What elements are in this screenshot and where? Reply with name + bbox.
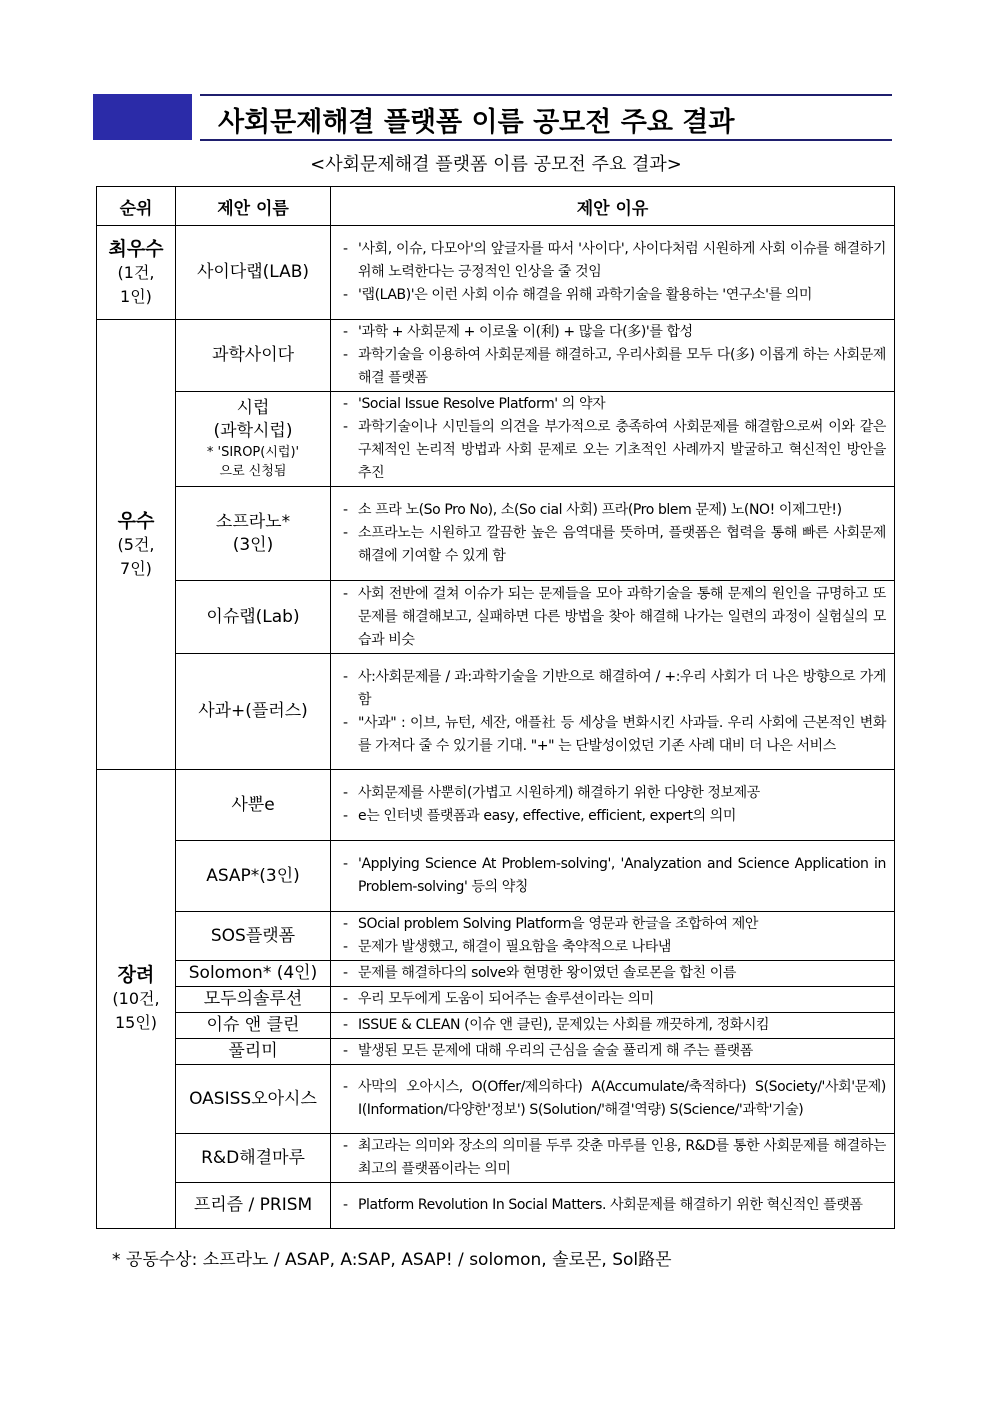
table-row <box>97 770 895 841</box>
reason-item: - Platform Revolution In Social Matters. 사회문제를 해결하기 위한 혁신적인 플랫폼 <box>341 1194 886 1217</box>
title-accent-block <box>93 94 192 140</box>
proposal-name-cell <box>176 581 331 654</box>
proposal-name-cell <box>176 654 331 770</box>
reason-item: - e는 인터넷 플랫폼과 easy, effective, efficient, expert의 의미 <box>341 805 886 828</box>
title-top-rule <box>200 94 892 96</box>
proposal-reason-cell <box>331 1065 895 1134</box>
title-bottom-rule <box>200 139 892 141</box>
table-row <box>97 1183 895 1229</box>
proposal-name: 과학사이다 <box>211 345 295 365</box>
table-row <box>97 987 895 1013</box>
proposal-name: 사뿐e <box>231 794 275 815</box>
table-header-row <box>97 187 895 226</box>
proposal-name-cell <box>176 841 331 912</box>
table-row <box>97 1039 895 1065</box>
footnote: * 공동수상: 소프라노 / ASAP, A:SAP, ASAP! / solomon, 솔로몬, Sol路몬 <box>112 1250 672 1270</box>
proposal-reason-cell <box>331 581 895 654</box>
table-row <box>97 226 895 320</box>
reason-item: - '과학 + 사회문제 + 이로울 이(利) + 많을 다(多)'를 합성 <box>341 321 886 344</box>
column-header-reason: 제안 이유 <box>331 187 895 226</box>
proposal-name-cell <box>176 1134 331 1183</box>
proposal-name: Solomon* (4인) <box>188 963 318 983</box>
proposal-name: 모두의솔루션 <box>203 989 303 1009</box>
proposal-name-cell <box>176 320 331 392</box>
proposal-reason-cell <box>331 961 895 987</box>
table-row <box>97 581 895 654</box>
proposal-reason-cell <box>331 487 895 581</box>
column-header-name: 제안 이름 <box>176 187 331 226</box>
proposal-name: ASAP*(3인) <box>206 865 300 886</box>
proposal-reason-cell <box>331 987 895 1013</box>
table-row <box>97 1065 895 1134</box>
rank-cell <box>97 770 176 1229</box>
table-row <box>97 961 895 987</box>
proposal-reason-cell <box>331 226 895 320</box>
reason-item: - "사과" : 이브, 뉴턴, 세잔, 애플社 등 세상을 변화시킨 사과들. 우리 사회에 근본적인 변화를 가져다 줄 수 있기를 기대. "+" 는 단발성이었던 기존 사례 대비 더 나은 서비스 <box>341 712 886 758</box>
proposal-name: 이슈랩(Lab) <box>206 606 300 627</box>
proposal-name-cell <box>176 487 331 581</box>
reason-item: - 'Social Issue Resolve Platform' 의 약자 <box>341 393 886 416</box>
table-caption: <사회문제해결 플랫폼 이름 공모전 주요 결과> <box>310 154 682 175</box>
rank-cell <box>97 320 176 770</box>
proposal-reason-cell <box>331 1013 895 1039</box>
table-row <box>97 1134 895 1183</box>
reason-item: - 우리 모두에게 도움이 되어주는 솔루션이라는 의미 <box>341 988 886 1011</box>
reason-item: - 사막의 오아시스, O(Offer/제의하다) A(Accumulate/축적하다) S(Society/'사회'문제) I(Information/다양한'정보') S(Solution/'해결'역량) S(Science/'과학'기술) <box>341 1076 886 1122</box>
reason-item: - 소 프라 노(So Pro No), 소(So cial 사회) 프라(Pro blem 문제) 노(NO! 이제그만!) <box>341 499 886 522</box>
reason-item: - 과학기술이나 시민들의 의견을 부가적으로 충족하여 사회문제를 해결함으로써 이와 같은 구체적인 논리적 방법과 사회 문제로 오는 기초적인 사례까지 발굴하고 혁신적인 방안을 추진 <box>341 416 886 485</box>
table-row <box>97 1013 895 1039</box>
proposal-name: SOS플랫폼 <box>210 925 296 946</box>
proposal-name: 풀리미 <box>228 1041 278 1061</box>
reason-item: - ISSUE & CLEAN (이슈 앤 클린), 문제있는 사회를 깨끗하게, 정화시킴 <box>341 1014 886 1037</box>
proposal-name-cell <box>176 770 331 841</box>
table-row <box>97 841 895 912</box>
reason-item: - 최고라는 의미와 장소의 의미를 두루 갖춘 마루를 인용, R&D를 통한 사회문제를 해결하는 최고의 플랫폼이라는 의미 <box>341 1135 886 1181</box>
proposal-name-cell <box>176 1065 331 1134</box>
proposal-name: 프리즘 / PRISM <box>193 1195 313 1215</box>
proposal-reason-cell <box>331 1134 895 1183</box>
proposal-name-cell <box>176 961 331 987</box>
reason-item: - 'Applying Science At Problem-solving', 'Analyzation and Science Application in Problem-solving' 등의 약칭 <box>341 853 886 899</box>
results-table <box>96 186 895 1229</box>
proposal-name-cell <box>176 987 331 1013</box>
rank-label: 우수 <box>117 509 155 532</box>
table-row <box>97 487 895 581</box>
proposal-name: 사이다랩(LAB) <box>196 262 310 282</box>
proposal-name: 이슈 앤 클린 <box>206 1015 300 1035</box>
rank-label: 최우수 <box>108 237 164 260</box>
table-body <box>97 226 895 1229</box>
proposal-reason-cell <box>331 770 895 841</box>
proposal-name: 사과+(플러스) <box>198 701 308 721</box>
proposal-name-cell <box>176 226 331 320</box>
table-row <box>97 392 895 487</box>
table-row <box>97 654 895 770</box>
reason-item: - 소프라노는 시원하고 깔끔한 높은 음역대를 뜻하며, 플랫폼은 협력을 통해 빠른 사회문제 해결에 기여할 수 있게 함 <box>341 522 886 568</box>
column-header-rank: 순위 <box>97 187 176 226</box>
proposal-name-cell <box>176 912 331 961</box>
table-row <box>97 912 895 961</box>
reason-item: - 문제를 해결하다의 solve와 현명한 왕이였던 솔로몬을 합친 이름 <box>341 962 886 985</box>
proposal-name: 시럽 (과학시럽) <box>213 398 293 441</box>
reason-item: - 발생된 모든 문제에 대해 우리의 근심을 술술 풀리게 해 주는 플랫폼 <box>341 1040 886 1063</box>
reason-item: - '랩(LAB)'은 이런 사회 이슈 해결을 위해 과학기술을 활용하는 '연구소'를 의미 <box>341 284 886 307</box>
reason-item: - 사회 전반에 걸쳐 이슈가 되는 문제들을 모아 과학기술을 통해 문제의 원인을 규명하고 또 문제를 해결해보고, 실패하면 다른 방법을 찾아 해결해 나가는 일련의 과정이 실험실의 모습과 비슷 <box>341 583 886 652</box>
proposal-name: OASISS오아시스 <box>189 1088 317 1109</box>
rank-count: (10건, 15인) <box>112 989 160 1032</box>
reason-item: - SOcial problem Solving Platform을 영문과 한글을 조합하여 제안 <box>341 913 886 936</box>
proposal-name-cell <box>176 1039 331 1065</box>
rank-count: (1건, 1인) <box>117 262 155 306</box>
rank-count: (5건, 7인) <box>117 534 155 578</box>
reason-item: - 문제가 발생했고, 해결이 필요함을 축약적으로 나타냄 <box>341 936 886 959</box>
proposal-reason-cell <box>331 841 895 912</box>
reason-item: - 사:사회문제를 / 과:과학기술을 기반으로 해결하여 / +:우리 사회가 더 나은 방향으로 가게 함 <box>341 666 886 712</box>
proposal-reason-cell <box>331 1183 895 1229</box>
page-title: 사회문제해결 플랫폼 이름 공모전 주요 결과 <box>218 107 735 138</box>
table-row <box>97 320 895 392</box>
proposal-reason-cell <box>331 654 895 770</box>
proposal-name-cell <box>176 392 331 487</box>
proposal-reason-cell <box>331 392 895 487</box>
proposal-reason-cell <box>331 912 895 961</box>
proposal-note: * 'SIROP(시럽)' 으로 신청됨 <box>206 445 300 479</box>
reason-item: - '사회, 이슈, 다모아'의 앞글자를 따서 '사이다', 사이다처럼 시원하게 사회 이슈를 해결하기 위해 노력한다는 긍정적인 인상을 줄 것임 <box>341 238 886 284</box>
proposal-name-cell <box>176 1013 331 1039</box>
reason-item: - 과학기술을 이용하여 사회문제를 해결하고, 우리사회를 모두 다(多) 이롭게 하는 사회문제해결 플랫폼 <box>341 344 886 390</box>
rank-label: 장려 <box>117 964 155 986</box>
reason-item: - 사회문제를 사뿐히(가볍고 시원하게) 해결하기 위한 다양한 정보제공 <box>341 782 886 805</box>
rank-cell <box>97 226 176 320</box>
proposal-reason-cell <box>331 320 895 392</box>
proposal-name-cell <box>176 1183 331 1229</box>
proposal-reason-cell <box>331 1039 895 1065</box>
proposal-name: R&D해결마루 <box>201 1147 305 1168</box>
proposal-name: 소프라노* (3인) <box>215 511 291 555</box>
